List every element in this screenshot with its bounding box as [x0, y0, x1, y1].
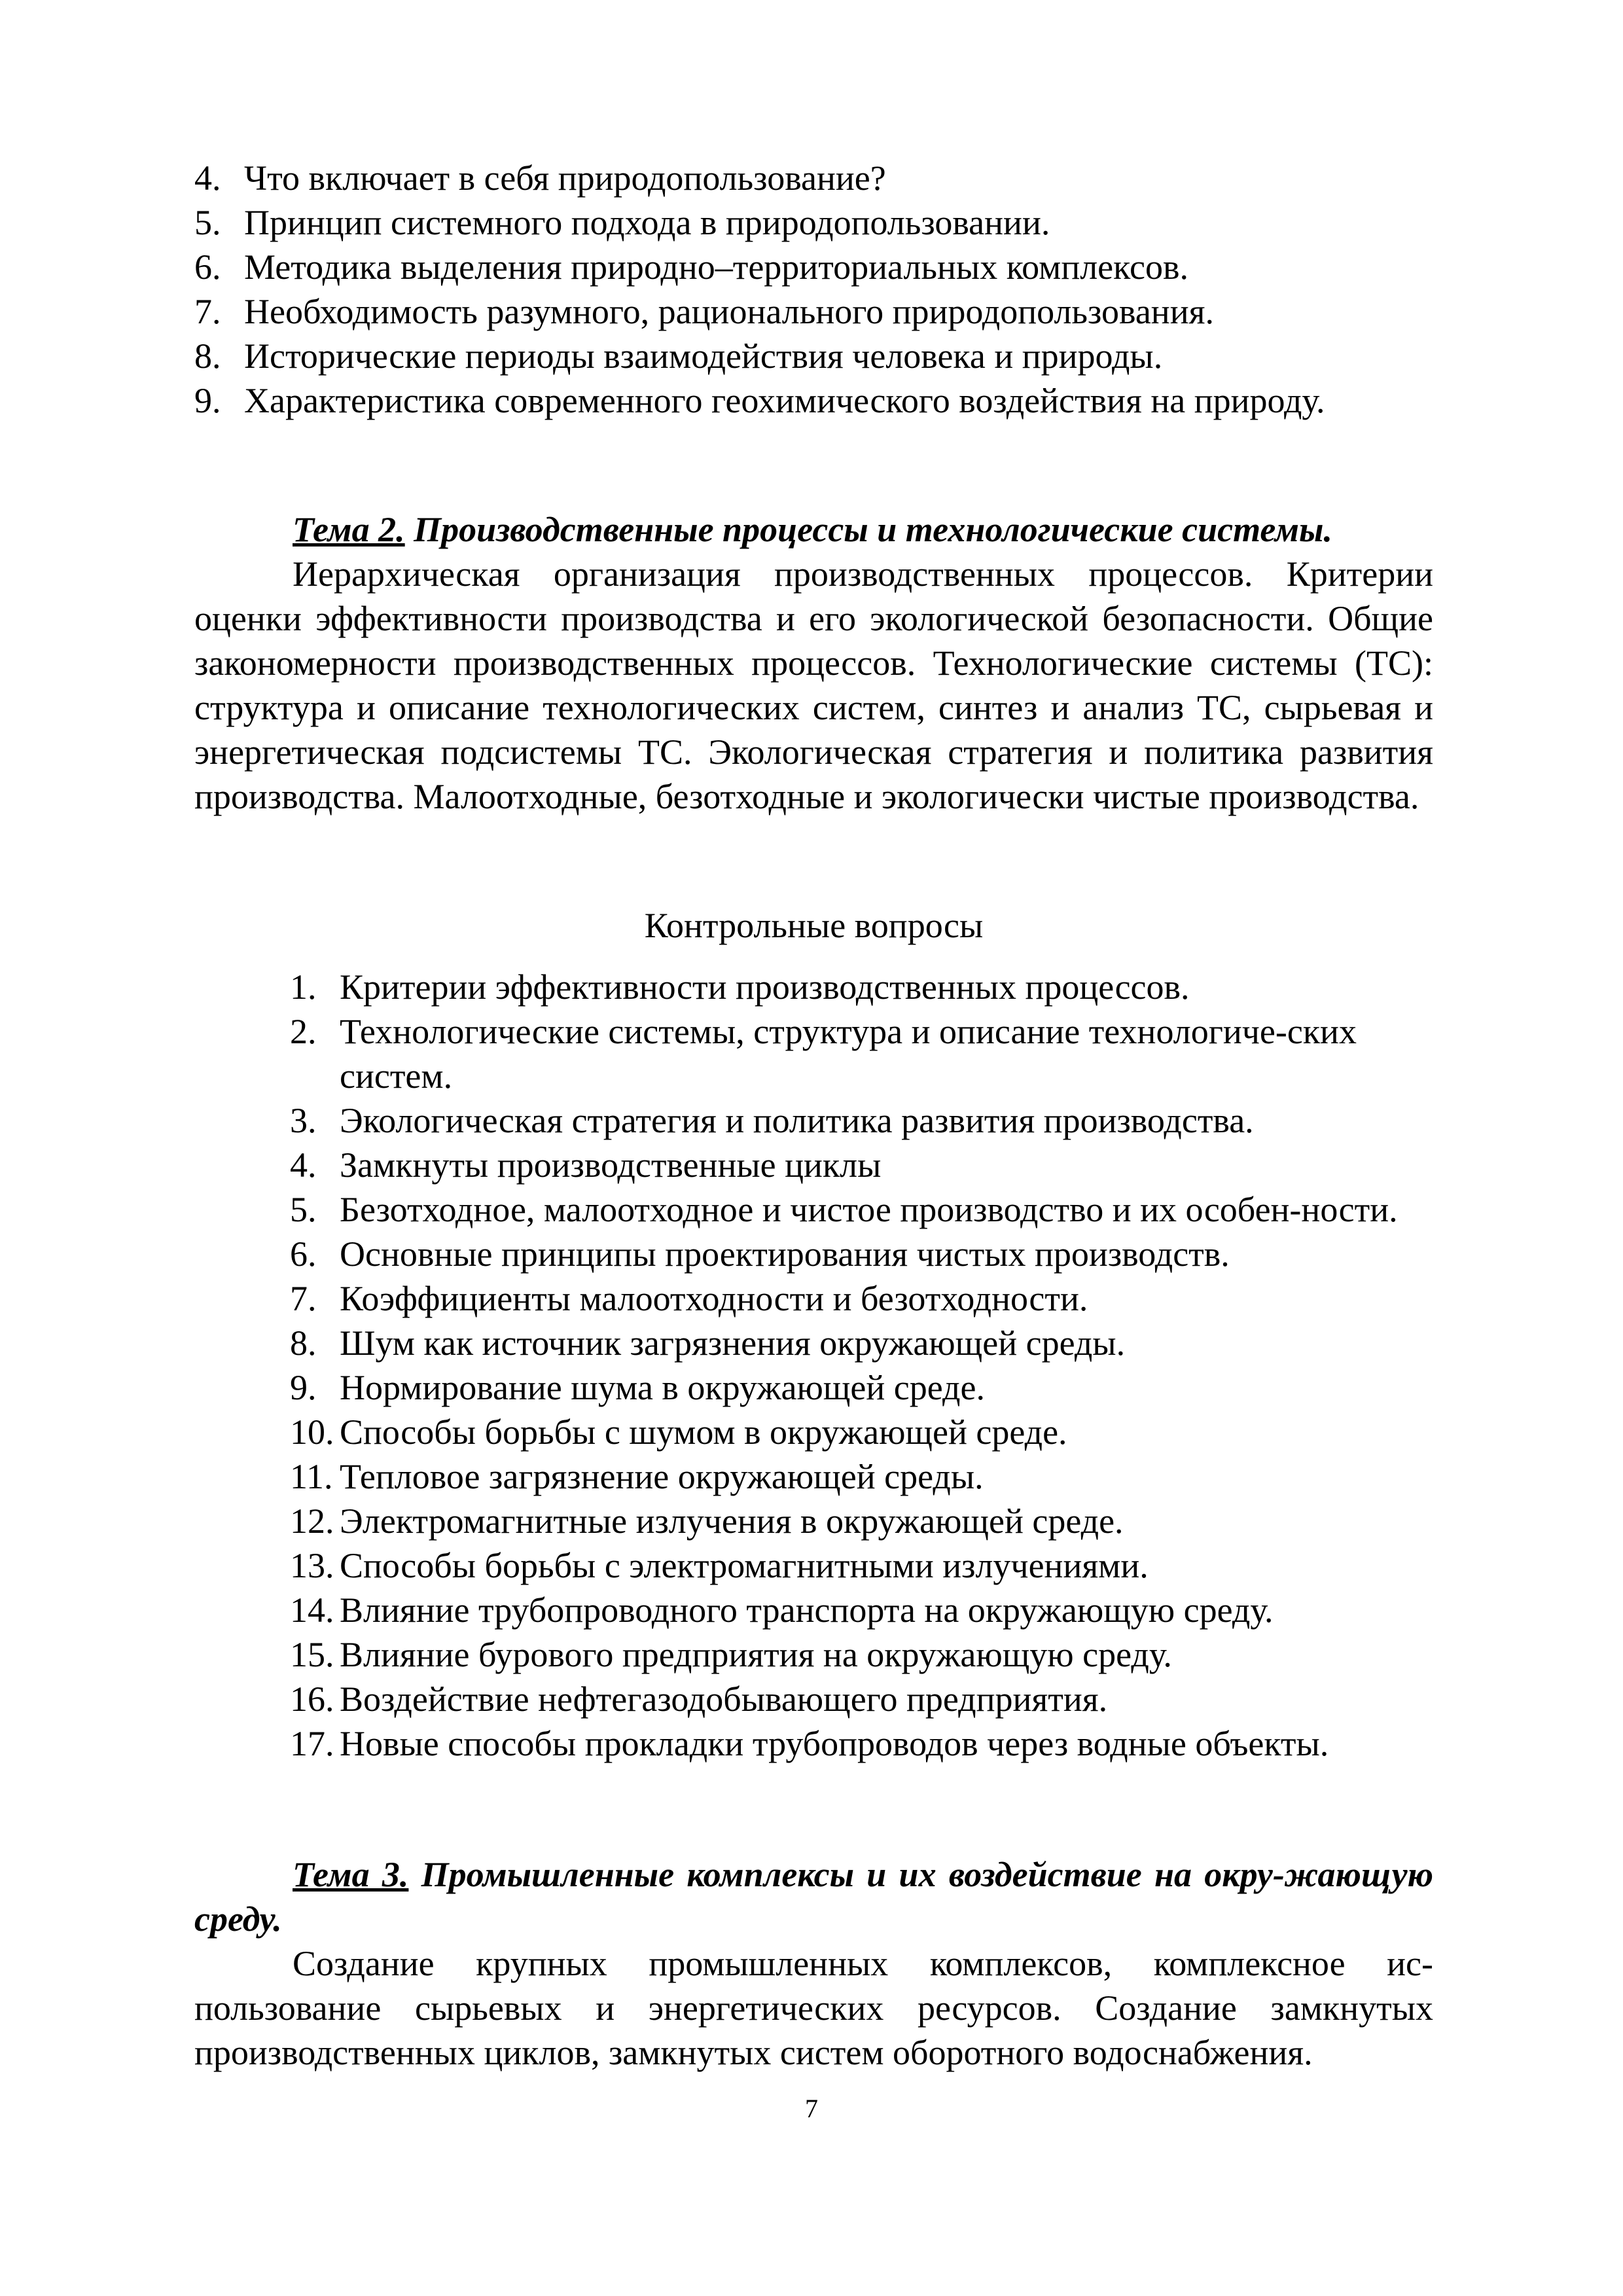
list-item [194, 200, 1433, 245]
list-item-text: Нормирование шума в окружающей среде. [340, 1368, 985, 1407]
list-item [290, 1098, 1433, 1143]
list-item [290, 1677, 1433, 1721]
list-item-text: Необходимость разумного, рационального природопользования. [244, 292, 1214, 331]
topic3-section [194, 1852, 1433, 2075]
list-item-text: Тепловое загрязнение окружающей среды. [340, 1457, 984, 1496]
list-item-number: 9. [290, 1368, 317, 1407]
list-item-number: 2. [290, 1012, 317, 1051]
list-item [290, 1187, 1433, 1232]
topic2-body: Иерархическая организация производственных процессов. Критерии оценки эффективности производства и его экологической безопасности. Общие закономерности производственных процессов. Технологические системы (ТС): структура и описание технологических систем, синтез и анализ ТС, сырьевая и энергетическая подсистемы ТС. Экологическая стратегия и политика развития производства. Малоотходные, безотходные и экологически чистые производства. [194, 554, 1433, 816]
topic2-heading [194, 507, 1433, 552]
list-item [290, 1365, 1433, 1410]
list-item-text: Новые способы прокладки трубопроводов через водные объекты. [340, 1724, 1329, 1763]
list-item-number: 6. [290, 1234, 317, 1274]
list-item-text: Способы борьбы с электромагнитными излучениями. [340, 1546, 1149, 1585]
list-item [290, 965, 1433, 1009]
list-item-text: Принцип системного подхода в природопользовании. [244, 203, 1050, 242]
list-item-text: Влияние трубопроводного транспорта на окружающую среду. [340, 1590, 1274, 1630]
list-item-text: Шум как источник загрязнения окружающей среды. [340, 1323, 1126, 1363]
topic3-label: Тема 3. [293, 1855, 409, 1894]
topic1-questions-list [194, 156, 1433, 423]
topic3-title: Промышленные комплексы и их воздействие на окру-жающую среду. [194, 1855, 1433, 1939]
topic3-body: Создание крупных промышленных комплексов, комплексное ис-пользование сырьевых и энергетических ресурсов. Создание замкнутых производственных циклов, замкнутых систем оборотного водоснабжения. [194, 1944, 1433, 2072]
list-item-text: Способы борьбы с шумом в окружающей среде. [340, 1412, 1067, 1452]
list-item-number: 12. [290, 1501, 334, 1541]
list-item-number: 7. [290, 1279, 317, 1318]
list-item-text: Воздействие нефтегазодобывающего предприятия. [340, 1679, 1108, 1719]
list-item-text: Критерии эффективности производственных процессов. [340, 967, 1190, 1007]
list-item [194, 378, 1433, 423]
list-item [194, 334, 1433, 378]
list-item [290, 1276, 1433, 1321]
list-item-number: 1. [290, 967, 317, 1007]
topic2-section [194, 507, 1433, 819]
list-item-number: 14. [290, 1590, 334, 1630]
list-item-number: 6. [194, 247, 221, 287]
list-item-text: Безотходное, малоотходное и чистое производство и их особен-ности. [340, 1190, 1398, 1229]
list-item-text: Исторические периоды взаимодействия человека и природы. [244, 336, 1163, 376]
list-item [290, 1721, 1433, 1766]
list-item-number: 4. [194, 158, 221, 198]
list-item-number: 8. [290, 1323, 317, 1363]
list-item-number: 5. [290, 1190, 317, 1229]
list-item [290, 1499, 1433, 1543]
list-item-text: Замкнуты производственные циклы [340, 1145, 882, 1185]
list-item-text: Характеристика современного геохимического воздействия на природу. [244, 381, 1325, 420]
page-number: 7 [805, 2094, 818, 2123]
list-item [290, 1454, 1433, 1499]
list-item-text: Методика выделения природно–территориальных комплексов. [244, 247, 1188, 287]
list-item-text: Коэффициенты малоотходности и безотходности. [340, 1279, 1088, 1318]
list-item [290, 1543, 1433, 1588]
list-item [290, 1632, 1433, 1677]
list-item-text: Экологическая стратегия и политика развития производства. [340, 1101, 1254, 1140]
list-item-text: Электромагнитные излучения в окружающей среде. [340, 1501, 1124, 1541]
list-item [290, 1588, 1433, 1632]
list-item-number: 10. [290, 1412, 334, 1452]
list-item [194, 289, 1433, 334]
list-item [194, 156, 1433, 200]
list-item-number: 9. [194, 381, 221, 420]
list-item [290, 1232, 1433, 1276]
list-item-text: Основные принципы проектирования чистых производств. [340, 1234, 1230, 1274]
list-item [290, 1410, 1433, 1454]
list-item-text: Влияние бурового предприятия на окружающую среду. [340, 1635, 1172, 1674]
topic2-title: Производственные процессы и технологические системы. [404, 510, 1332, 549]
list-item-number: 16. [290, 1679, 334, 1719]
list-item [290, 1009, 1433, 1098]
topic3-heading [194, 1852, 1433, 1941]
list-item [290, 1143, 1433, 1187]
list-item-number: 13. [290, 1546, 334, 1585]
list-item-number: 3. [290, 1101, 317, 1140]
topic2-label: Тема 2. [293, 510, 405, 549]
control-questions-list [290, 965, 1433, 1766]
list-item-text: Что включает в себя природопользование? [244, 158, 886, 198]
list-item-number: 5. [194, 203, 221, 242]
list-item-number: 17. [290, 1724, 334, 1763]
list-item-text: Технологические системы, структура и описание технологиче-ских систем. [340, 1012, 1357, 1096]
list-item-number: 4. [290, 1145, 317, 1185]
list-item-number: 15. [290, 1635, 334, 1674]
list-item-number: 8. [194, 336, 221, 376]
list-item-number: 11. [290, 1457, 333, 1496]
list-item [194, 245, 1433, 289]
list-item-number: 7. [194, 292, 221, 331]
list-item [290, 1321, 1433, 1365]
control-questions-title: Контрольные вопросы [644, 906, 984, 945]
